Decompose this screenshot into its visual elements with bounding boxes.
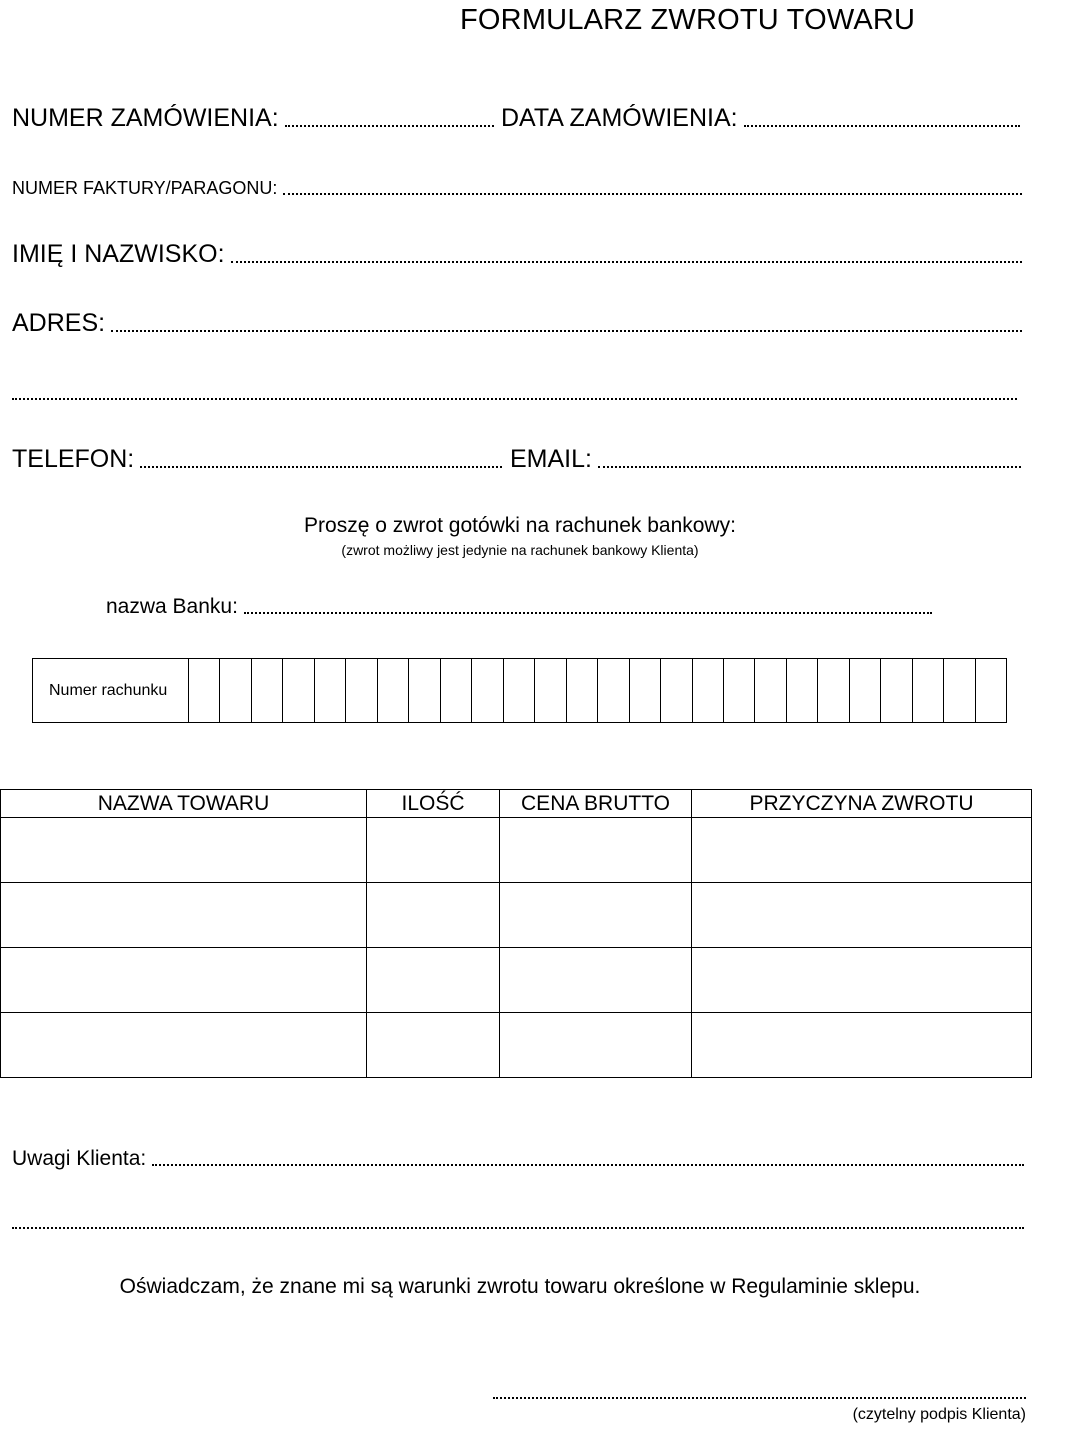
- phone-field[interactable]: [12, 445, 502, 474]
- column-header-gross-price: CENA BRUTTO: [500, 790, 692, 818]
- order-date-field[interactable]: [501, 104, 1020, 133]
- account-digit-cell[interactable]: [220, 659, 251, 722]
- order-date-input-line[interactable]: [744, 125, 1020, 127]
- account-digit-cell[interactable]: [346, 659, 377, 722]
- declaration-text: Oświadczam, że znane mi są warunki zwrotu towaru określone w Regulaminie sklepu.: [119, 1275, 921, 1298]
- full-name-label: IMIĘ I NAZWISKO:: [12, 240, 225, 268]
- account-digit-cell[interactable]: [850, 659, 881, 722]
- bank-name-label: nazwa Banku:: [106, 595, 238, 618]
- account-digit-cell[interactable]: [944, 659, 975, 722]
- account-digit-cell[interactable]: [283, 659, 314, 722]
- account-digit-cell[interactable]: [409, 659, 440, 722]
- account-digit-cell[interactable]: [693, 659, 724, 722]
- table-row: [1, 1013, 1032, 1078]
- quantity-cell[interactable]: [367, 883, 500, 948]
- table-row: [1, 883, 1032, 948]
- order-number-label: NUMER ZAMÓWIENIA:: [12, 104, 279, 132]
- email-input-line[interactable]: [598, 466, 1021, 468]
- signature-caption: (czytelny podpis Klienta): [852, 1406, 1026, 1423]
- address-input-line[interactable]: [111, 330, 1022, 332]
- signature-line[interactable]: [493, 1397, 1026, 1399]
- product-name-cell[interactable]: [1, 1013, 367, 1078]
- account-digit-cell[interactable]: [567, 659, 598, 722]
- account-digit-cell[interactable]: [472, 659, 503, 722]
- account-digit-cell[interactable]: [630, 659, 661, 722]
- quantity-cell[interactable]: [367, 948, 500, 1013]
- email-field[interactable]: [510, 445, 1021, 474]
- account-digit-cell[interactable]: [441, 659, 472, 722]
- gross-price-cell[interactable]: [500, 948, 692, 1013]
- account-digit-cell[interactable]: [661, 659, 692, 722]
- refund-heading: Proszę o zwrot gotówki na rachunek bankowy:: [304, 514, 736, 537]
- account-digit-cell[interactable]: [818, 659, 849, 722]
- column-header-product-name: NAZWA TOWARU: [1, 790, 367, 818]
- return-reason-cell[interactable]: [692, 948, 1032, 1013]
- table-header-row: [1, 790, 1032, 818]
- account-number-label: Numer rachunku: [33, 659, 189, 722]
- account-digit-cell[interactable]: [598, 659, 629, 722]
- address-label: ADRES:: [12, 309, 106, 337]
- account-digit-cell[interactable]: [881, 659, 912, 722]
- account-digit-cell[interactable]: [189, 659, 220, 722]
- product-name-cell[interactable]: [1, 883, 367, 948]
- bank-name-field[interactable]: [106, 595, 932, 619]
- bank-name-input-line[interactable]: [244, 612, 932, 614]
- address-field[interactable]: [12, 309, 1022, 338]
- product-name-cell[interactable]: [1, 948, 367, 1013]
- full-name-input-line[interactable]: [231, 261, 1022, 263]
- account-digit-cell[interactable]: [504, 659, 535, 722]
- column-header-quantity: ILOŚĆ: [367, 790, 500, 818]
- account-digit-cell[interactable]: [378, 659, 409, 722]
- account-digit-cells: [189, 659, 1006, 722]
- order-number-input-line[interactable]: [285, 125, 494, 127]
- invoice-number-input-line[interactable]: [283, 193, 1022, 195]
- email-label: EMAIL:: [510, 445, 592, 473]
- account-digit-cell[interactable]: [755, 659, 786, 722]
- account-number-grid: [32, 658, 1007, 723]
- order-date-label: DATA ZAMÓWIENIA:: [501, 104, 738, 132]
- account-digit-cell[interactable]: [976, 659, 1006, 722]
- address-second-line[interactable]: [12, 398, 1017, 400]
- account-digit-cell[interactable]: [913, 659, 944, 722]
- full-name-field[interactable]: [12, 240, 1022, 269]
- order-number-field[interactable]: [12, 104, 494, 133]
- account-digit-cell[interactable]: [787, 659, 818, 722]
- account-digit-cell[interactable]: [535, 659, 566, 722]
- quantity-cell[interactable]: [367, 818, 500, 883]
- column-header-return-reason: PRZYCZYNA ZWROTU: [692, 790, 1032, 818]
- table-row: [1, 948, 1032, 1013]
- gross-price-cell[interactable]: [500, 1013, 692, 1078]
- remarks-second-line[interactable]: [12, 1227, 1024, 1229]
- remarks-label: Uwagi Klienta:: [12, 1147, 147, 1170]
- quantity-cell[interactable]: [367, 1013, 500, 1078]
- invoice-number-field[interactable]: [12, 178, 1022, 199]
- invoice-number-label: NUMER FAKTURY/PARAGONU:: [12, 178, 278, 198]
- phone-input-line[interactable]: [140, 466, 502, 468]
- remarks-input-line[interactable]: [152, 1164, 1024, 1166]
- gross-price-cell[interactable]: [500, 883, 692, 948]
- product-name-cell[interactable]: [1, 818, 367, 883]
- gross-price-cell[interactable]: [500, 818, 692, 883]
- remarks-field[interactable]: [12, 1147, 1024, 1171]
- return-reason-cell[interactable]: [692, 883, 1032, 948]
- account-digit-cell[interactable]: [252, 659, 283, 722]
- return-reason-cell[interactable]: [692, 1013, 1032, 1078]
- table-row: [1, 818, 1032, 883]
- page-title: FORMULARZ ZWROTU TOWARU: [460, 4, 916, 36]
- account-digit-cell[interactable]: [724, 659, 755, 722]
- return-reason-cell[interactable]: [692, 818, 1032, 883]
- returned-goods-table: [0, 789, 1032, 1078]
- account-digit-cell[interactable]: [315, 659, 346, 722]
- phone-label: TELEFON:: [12, 445, 135, 473]
- refund-note: (zwrot możliwy jest jedynie na rachunek bankowy Klienta): [341, 542, 699, 558]
